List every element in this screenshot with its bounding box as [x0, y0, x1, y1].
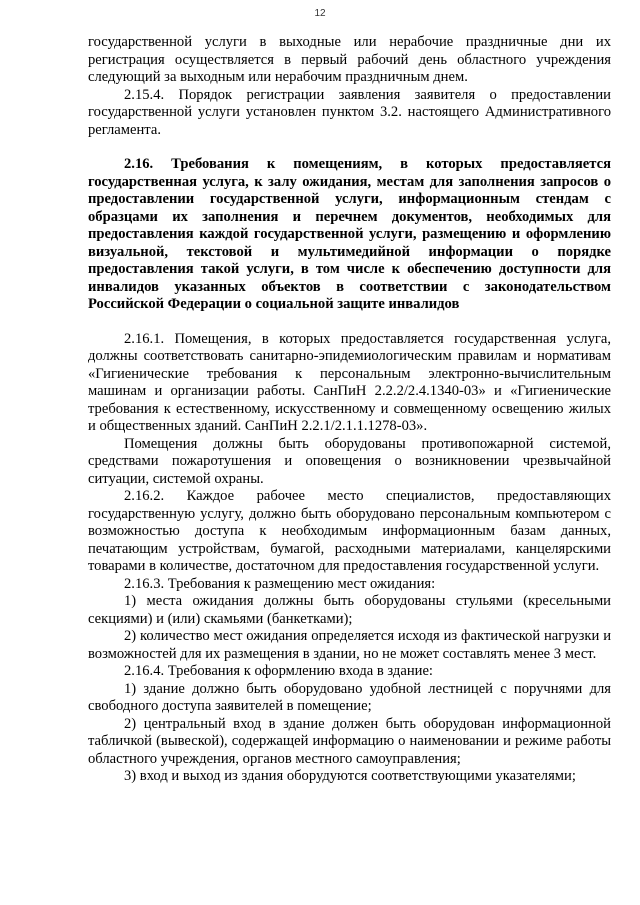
paragraph-fire-safety: Помещения должны быть оборудованы противопожарной системой, средствами пожаротушения и оповещения о возникновении чрезвычайной ситуации, системой охраны. — [88, 435, 611, 487]
list-item-entrance-1: 1) здание должно быть оборудовано удобной лестницей с поручнями для свободного доступа заявителей в помещение; — [88, 680, 611, 714]
spacer — [88, 314, 611, 331]
paragraph-2-15-4: 2.15.4. Порядок регистрации заявления заявителя о предоставлении государственной услуги установлен пунктом 3.2. настоящего Административного регламента. — [88, 86, 611, 138]
document-body — [88, 34, 611, 786]
paragraph-2-16-3: 2.16.3. Требования к размещению мест ожидания: — [124, 575, 436, 592]
section-heading-2-16: 2.16. Требования к помещениям, в которых предоставляется государственная услуга, к залу ожидания, местам для заполнения запросов о предоставлении государственной услуги, информационным стендам с образцами их заполнения и перечнем документов, необходимых для предоставления каждой государственной услуги, размещению и оформлению визуальной, текстовой и мультимедийной информации о порядке предоставления такой услуги, в том числе к обеспечению доступности для инвалидов указанных объектов в соответствии с законодательством Российской Федерации о социальной защите инвалидов — [88, 156, 611, 312]
list-item-entrance-2: 2) центральный вход в здание должен быть оборудован информационной табличкой (вывеской), содержащей информацию о наименовании и режиме работы областного учреждения, органов местного самоуправления; — [88, 715, 611, 767]
page-number: 12 — [314, 8, 326, 19]
list-item-waiting-1: 1) места ожидания должны быть оборудованы стульями (кресельными секциями) и (или) скамьями (банкетками); — [88, 593, 611, 627]
list-item-entrance-3: 3) вход и выход из здания оборудуются соответствующими указателями; — [124, 768, 576, 784]
list-item-waiting-2: 2) количество мест ожидания определяется исходя из фактической нагрузки и возможностей для их размещения в здании, но не может составлять менее 3 мест. — [88, 628, 611, 662]
paragraph-2-16-1: 2.16.1. Помещения, в которых предоставляется государственная услуга, должны соответствовать санитарно-эпидемиологическим правилам и нормативам «Гигиенические требования к персональным электронно-вычислительным машинам и организации работы. СанПиН 2.2.2/2.4.1340-03» и «Гигиенические требования к естественному, искусственному и совмещенному освещению жилых и общественных зданий. СанПиН 2.2.1/2.1.1.1278-03». — [88, 330, 611, 434]
paragraph-2-16-2: 2.16.2. Каждое рабочее место специалистов, предоставляющих государственную услугу, должно быть оборудовано персональным компьютером с возможностью доступа к необходимым информационным базам данных, печатающим устройствам, бумагой, расходными материалами, канцелярскими товарами в количестве, достаточном для предоставления государственной услуги. — [88, 488, 611, 574]
paragraph-continuation: государственной услуги в выходные или нерабочие праздничные дни их регистрация осуществляется в первый рабочий день областного учреждения следующий за выходным или нерабочим праздничным днем. — [88, 34, 611, 85]
paragraph-2-16-4: 2.16.4. Требования к оформлению входа в здание: — [124, 663, 433, 679]
